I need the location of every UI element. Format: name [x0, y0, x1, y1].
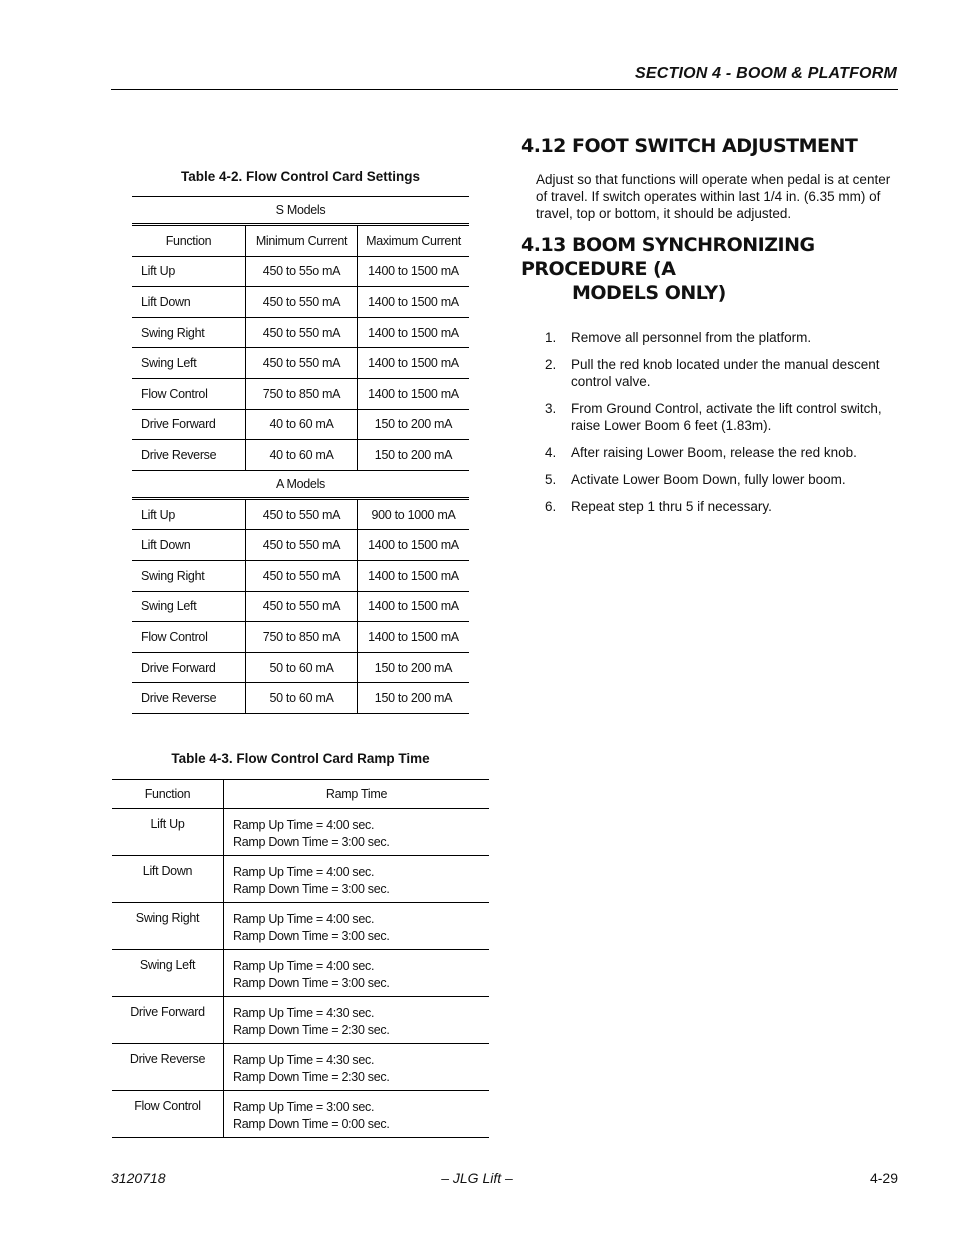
- table-cell: Flow Control: [132, 622, 246, 653]
- table-cell: 1400 to 1500 mA: [358, 348, 470, 379]
- table-cell: Drive Forward: [132, 652, 246, 683]
- table-row: [132, 683, 469, 714]
- function-cell: Lift Up: [112, 809, 224, 856]
- ramp-time-cell: [224, 950, 490, 997]
- section-title-line-2: MODELS ONLY): [572, 282, 726, 304]
- table-cell: 1400 to 1500 mA: [358, 378, 470, 409]
- header-row: [132, 225, 469, 257]
- flow-control-settings-table: [132, 196, 469, 714]
- group-row: [132, 197, 469, 225]
- ramp-down-time: Ramp Down Time = 3:00 sec.: [233, 929, 390, 943]
- table-row: [132, 622, 469, 653]
- ramp-time-cell: [224, 1044, 490, 1091]
- table-cell: Drive Reverse: [132, 440, 246, 471]
- step-text: Activate Lower Boom Down, fully lower boom.: [571, 472, 846, 487]
- procedure-step: [536, 356, 900, 390]
- procedure-step: [536, 329, 900, 346]
- footer-page-number: 4-29: [869, 1170, 898, 1186]
- table-cell: 450 to 55o mA: [246, 256, 358, 287]
- table-row: [112, 903, 489, 950]
- table-cell: 50 to 60 mA: [246, 652, 358, 683]
- ramp-up-time: Ramp Up Time = 4:00 sec.: [233, 818, 375, 832]
- ramp-down-time: Ramp Down Time = 2:30 sec.: [233, 1070, 390, 1084]
- step-text: From Ground Control, activate the lift control switch, raise Lower Boom 6 feet (1.83m).: [571, 401, 882, 433]
- header-row: [112, 780, 489, 809]
- ramp-time-cell: [224, 997, 490, 1044]
- table-row: [132, 440, 469, 471]
- step-number: 5.: [545, 472, 557, 487]
- table-cell: Swing Left: [132, 591, 246, 622]
- step-text: After raising Lower Boom, release the red knob.: [571, 445, 857, 460]
- table-cell: Lift Up: [132, 498, 246, 530]
- footer-doc-number: 3120718: [111, 1170, 166, 1186]
- step-number: 1.: [545, 330, 557, 345]
- section-title: FOOT SWITCH ADJUSTMENT: [572, 135, 858, 157]
- table-cell: Swing Left: [132, 348, 246, 379]
- function-cell: Drive Reverse: [112, 1044, 224, 1091]
- table-4-3-caption: Table 4-3. Flow Control Card Ramp Time: [171, 751, 430, 766]
- ramp-down-time: Ramp Down Time = 2:30 sec.: [233, 1023, 390, 1037]
- table-row: [112, 997, 489, 1044]
- table-cell: Drive Reverse: [132, 683, 246, 714]
- table-row: [132, 591, 469, 622]
- table-cell: 1400 to 1500 mA: [358, 256, 470, 287]
- table-cell: 450 to 550 mA: [246, 498, 358, 530]
- table-cell: 1400 to 1500 mA: [358, 622, 470, 653]
- table-cell: 450 to 550 mA: [246, 348, 358, 379]
- table-cell: 450 to 550 mA: [246, 530, 358, 561]
- column-header: Function: [112, 780, 224, 809]
- table-cell: Swing Right: [132, 560, 246, 591]
- ramp-up-time: Ramp Up Time = 4:00 sec.: [233, 865, 375, 879]
- table-cell: 900 to 1000 mA: [358, 498, 470, 530]
- function-cell: Flow Control: [112, 1091, 224, 1138]
- column-header: Maximum Current: [358, 225, 470, 257]
- table-cell: 750 to 850 mA: [246, 622, 358, 653]
- step-number: 2.: [545, 357, 557, 372]
- table-cell: 1400 to 1500 mA: [358, 317, 470, 348]
- table-cell: 1400 to 1500 mA: [358, 560, 470, 591]
- ramp-up-time: Ramp Up Time = 3:00 sec.: [233, 1100, 375, 1114]
- table-row: [132, 378, 469, 409]
- table-cell: Lift Down: [132, 530, 246, 561]
- ramp-time-cell: [224, 903, 490, 950]
- table-row: [132, 317, 469, 348]
- table-cell: Lift Down: [132, 287, 246, 318]
- ramp-time-cell: [224, 1091, 490, 1138]
- ramp-up-time: Ramp Up Time = 4:00 sec.: [233, 959, 375, 973]
- table-cell: 450 to 550 mA: [246, 591, 358, 622]
- table-row: [132, 530, 469, 561]
- table-cell: 50 to 60 mA: [246, 683, 358, 714]
- table-cell: 150 to 200 mA: [358, 440, 470, 471]
- section-4-13-heading: [521, 233, 901, 305]
- ramp-down-time: Ramp Down Time = 3:00 sec.: [233, 882, 390, 896]
- table-row: [132, 348, 469, 379]
- section-number: 4.12: [521, 135, 566, 157]
- table-row: [132, 256, 469, 287]
- table-row: [132, 498, 469, 530]
- table-cell: Swing Right: [132, 317, 246, 348]
- section-header-title: SECTION 4 - BOOM & PLATFORM: [635, 65, 897, 82]
- table-cell: 40 to 60 mA: [246, 409, 358, 440]
- procedure-step: [536, 471, 900, 488]
- table-row: [112, 950, 489, 997]
- table-cell: 150 to 200 mA: [358, 652, 470, 683]
- table-cell: Flow Control: [132, 378, 246, 409]
- table-cell: 1400 to 1500 mA: [358, 530, 470, 561]
- table-cell: 1400 to 1500 mA: [358, 591, 470, 622]
- table-cell: 450 to 550 mA: [246, 287, 358, 318]
- step-text: Remove all personnel from the platform.: [571, 330, 812, 345]
- ramp-down-time: Ramp Down Time = 0:00 sec.: [233, 1117, 390, 1131]
- ramp-up-time: Ramp Up Time = 4:30 sec.: [233, 1006, 375, 1020]
- ramp-up-time: Ramp Up Time = 4:30 sec.: [233, 1053, 375, 1067]
- procedure-step: [536, 498, 900, 515]
- header-rule: [111, 89, 898, 90]
- group-row: [132, 470, 469, 498]
- section-4-12-heading: [521, 134, 901, 158]
- table-row: [112, 856, 489, 903]
- table-cell: Lift Up: [132, 256, 246, 287]
- section-4-12-body: Adjust so that functions will operate when pedal is at center of travel. If switch operates within last 1/4 in. (6.35 mm) of travel, top or bottom, it should be adjusted.: [536, 172, 891, 221]
- ramp-down-time: Ramp Down Time = 3:00 sec.: [233, 976, 390, 990]
- procedure-step: [536, 444, 900, 461]
- procedure-steps: [536, 329, 900, 525]
- step-text: Pull the red knob located under the manual descent control valve.: [571, 357, 880, 389]
- table-row: [132, 652, 469, 683]
- step-number: 6.: [545, 499, 557, 514]
- section-number: 4.13: [521, 234, 566, 256]
- step-text: Repeat step 1 thru 5 if necessary.: [571, 499, 772, 514]
- procedure-step: [536, 400, 900, 434]
- table-cell: 150 to 200 mA: [358, 683, 470, 714]
- table-cell: 1400 to 1500 mA: [358, 287, 470, 318]
- column-header: Function: [132, 225, 246, 257]
- step-number: 4.: [545, 445, 557, 460]
- group-label: S Models: [132, 197, 469, 225]
- table-4-2-caption: Table 4-2. Flow Control Card Settings: [180, 169, 421, 184]
- table-row: [132, 560, 469, 591]
- group-label: A Models: [132, 470, 469, 498]
- table-row: [132, 409, 469, 440]
- section-title-line-1: BOOM SYNCHRONIZING PROCEDURE (A: [521, 234, 815, 280]
- ramp-time-cell: [224, 856, 490, 903]
- table-row: [112, 1091, 489, 1138]
- table-cell: 450 to 550 mA: [246, 560, 358, 591]
- table-cell: 450 to 550 mA: [246, 317, 358, 348]
- function-cell: Lift Down: [112, 856, 224, 903]
- table-row: [112, 809, 489, 856]
- column-header: Ramp Time: [224, 780, 490, 809]
- function-cell: Swing Right: [112, 903, 224, 950]
- function-cell: Drive Forward: [112, 997, 224, 1044]
- table-cell: 40 to 60 mA: [246, 440, 358, 471]
- ramp-down-time: Ramp Down Time = 3:00 sec.: [233, 835, 390, 849]
- ramp-time-cell: [224, 809, 490, 856]
- column-header: Minimum Current: [246, 225, 358, 257]
- table-row: [112, 1044, 489, 1091]
- table-cell: 750 to 850 mA: [246, 378, 358, 409]
- step-number: 3.: [545, 401, 557, 416]
- table-cell: 150 to 200 mA: [358, 409, 470, 440]
- table-row: [132, 287, 469, 318]
- ramp-up-time: Ramp Up Time = 4:00 sec.: [233, 912, 375, 926]
- table-cell: Drive Forward: [132, 409, 246, 440]
- footer-publisher: – JLG Lift –: [441, 1170, 513, 1186]
- ramp-time-table: [112, 779, 489, 1138]
- function-cell: Swing Left: [112, 950, 224, 997]
